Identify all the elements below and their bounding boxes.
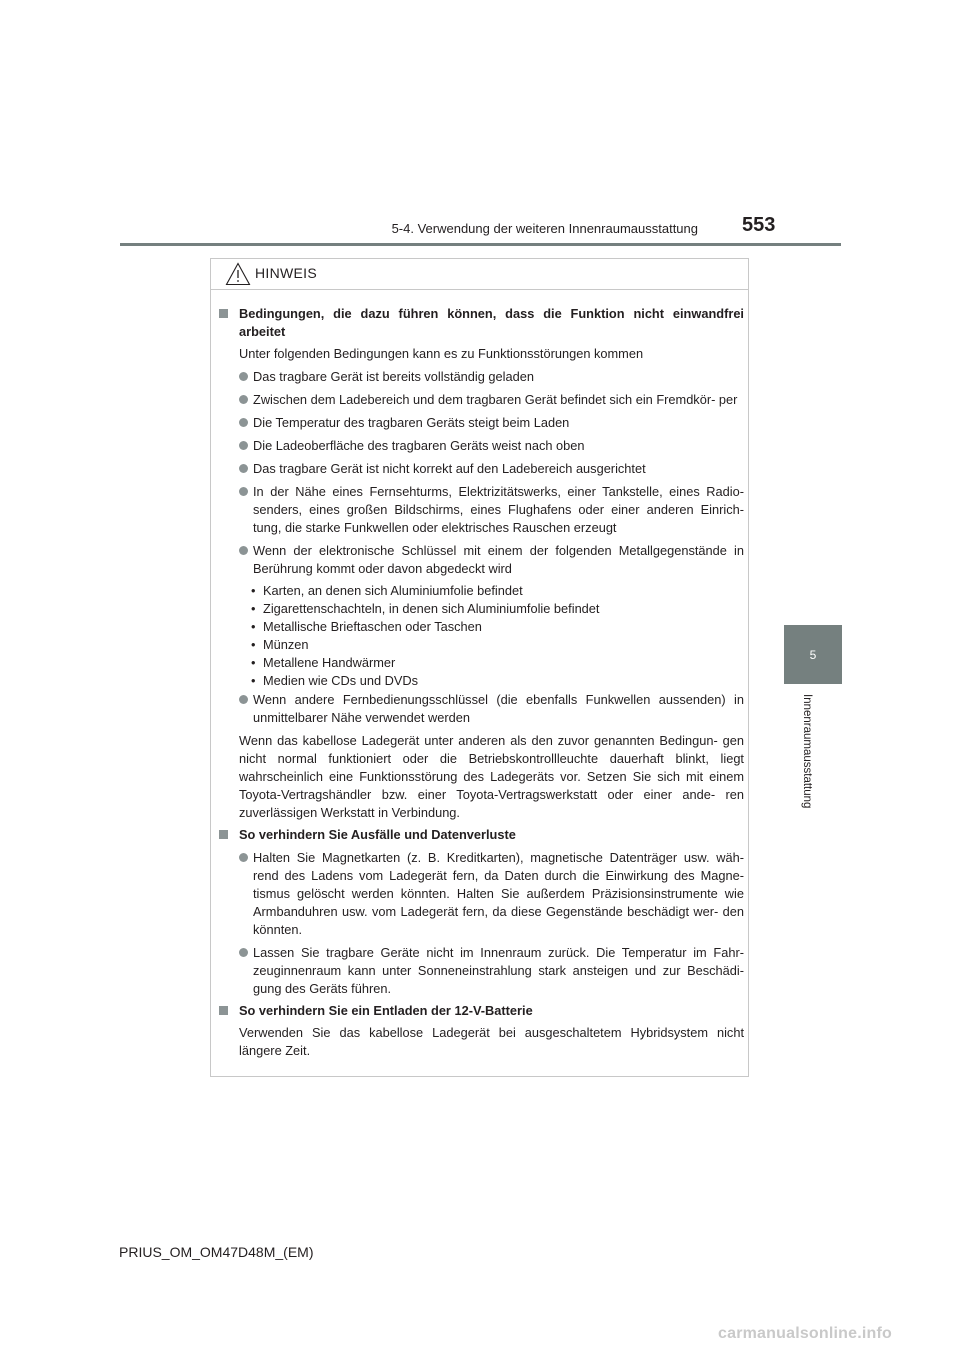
bullet-dot-icon [239, 695, 248, 704]
sub-list [239, 582, 744, 690]
sub-bullet-icon: • [251, 655, 256, 670]
list-item-text: Wenn andere Fernbedienungsschlüssel (die ebenfalls Funkwellen aussenden) in unmittelbarer Nähe verwendet werden [253, 692, 744, 725]
section-closing: Wenn das kabellose Ladegerät unter anderen als den zuvor genannten Bedingun- gen nicht normal funktioniert oder die Betriebskontrollleuchte dauerhaft blinkt, liegt wahrscheinlich eine Funktionsstörung des Ladegeräts vor. Setzen Sie sich mit einem Toyota-Vertragshändler bzw. einer Toyota-Vertragswerkstatt oder einer ande- ren zuverlässigen Werkstatt in Verbindung. [239, 733, 744, 820]
list-item-text: In der Nähe eines Fernsehturms, Elektrizitätswerks, einer Tankstelle, eines Radio- senders, eines großen Bildschirms, eines Flughafens oder einer anderen Einrich- tung, die starke Funkwellen oder elektrisches Rauschen erzeugt [253, 484, 744, 535]
document-code: PRIUS_OM_OM47D48M_(EM) [119, 1244, 314, 1260]
list-item [239, 391, 744, 409]
sub-list-item [239, 582, 744, 600]
note-box [210, 258, 749, 1077]
list-item [239, 414, 744, 432]
sub-list-item [239, 672, 744, 690]
bullet-dot-icon [239, 853, 248, 862]
sub-list-item-text: Metallische Brieftaschen oder Taschen [263, 619, 482, 634]
sub-list-item-text: Karten, an denen sich Aluminiumfolie befindet [263, 583, 523, 598]
sub-list-item-text: Medien wie CDs und DVDs [263, 673, 419, 688]
bullet-dot-icon [239, 948, 248, 957]
list-item-text: Lassen Sie tragbare Geräte nicht im Innenraum zurück. Die Temperatur im Fahr- zeuginnenraum kann unter Sonneneinstrahlung stark ansteigen und zur Beschädi- gung des Geräts führen. [253, 945, 744, 996]
section-marker-icon [219, 830, 228, 839]
note-title: HINWEIS [255, 265, 317, 281]
section-conditions [217, 305, 744, 822]
sub-list-item [239, 618, 744, 636]
section-header: 5-4. Verwendung der weiteren Innenraumausstattung [391, 221, 698, 236]
sub-list-item-text: Zigarettenschachteln, in denen sich Aluminiumfolie befindet [263, 601, 600, 616]
list-item [239, 437, 744, 455]
bullet-dot-icon [239, 395, 248, 404]
section-battery [217, 1002, 744, 1060]
chapter-number: 5 [809, 647, 817, 662]
watermark: carmanualsonline.info [718, 1325, 893, 1342]
note-body [217, 301, 744, 1060]
sub-bullet-icon: • [251, 583, 256, 598]
list-item-text: Halten Sie Magnetkarten (z. B. Kreditkarten), magnetische Datenträger usw. wäh- rend des Ladens vom Ladegerät fern, da Daten durch die Einwirkung des Magne- tismus gelöscht werden könnten. Halten Sie außerdem Präzisionsinstrumente wie Armbanduhren usw. vom Ladegerät fern, da diese Gegenstände beschädigt wer- den könnten. [253, 850, 744, 937]
list-item [239, 944, 744, 998]
list-item-text: Das tragbare Gerät ist nicht korrekt auf den Ladebereich ausgerichtet [253, 461, 646, 476]
sub-bullet-icon: • [251, 673, 256, 688]
section-prevent-data-loss [217, 826, 744, 998]
bullet-dot-icon [239, 418, 248, 427]
bullet-dot-icon [239, 546, 248, 555]
list-item [239, 691, 744, 727]
sub-list-item [239, 654, 744, 672]
page-number: 553 [742, 214, 776, 236]
bullet-dot-icon [239, 464, 248, 473]
sub-list-item [239, 600, 744, 618]
chapter-tab[interactable] [784, 625, 842, 684]
section-intro: Unter folgenden Bedingungen kann es zu Funktionsstörungen kommen [239, 346, 644, 361]
list-item [239, 542, 744, 578]
note-header [211, 259, 748, 290]
list-item-text: Das tragbare Gerät ist bereits vollständig geladen [253, 369, 534, 384]
sub-bullet-icon: • [251, 601, 256, 616]
list-item [239, 460, 744, 478]
list-item-text: Die Temperatur des tragbaren Geräts steigt beim Laden [253, 415, 570, 430]
list-item-text: Zwischen dem Ladebereich und dem tragbaren Gerät befindet sich ein Fremdkör- per [253, 392, 738, 407]
bullet-dot-icon [239, 372, 248, 381]
list-item-text: Die Ladeoberfläche des tragbaren Geräts weist nach oben [253, 438, 585, 453]
warning-triangle-icon [225, 262, 251, 291]
section-heading: So verhindern Sie Ausfälle und Datenverluste [239, 827, 516, 842]
section-heading: So verhindern Sie ein Entladen der 12-V-Batterie [239, 1003, 533, 1018]
sub-bullet-icon: • [251, 619, 256, 634]
section-marker-icon [219, 309, 228, 318]
list-item-text: Wenn der elektronische Schlüssel mit einem der folgenden Metallgegenstände in Berührung kommt oder davon abgedeckt wird [253, 543, 744, 576]
sub-list-item [239, 636, 744, 654]
sub-list-item-text: Münzen [263, 637, 309, 652]
list-item [239, 483, 744, 537]
list-item [239, 368, 744, 386]
bullet-dot-icon [239, 487, 248, 496]
section-body: Verwenden Sie das kabellose Ladegerät bei ausgeschaltetem Hybridsystem nicht längere Zeit. [239, 1025, 744, 1058]
bullet-dot-icon [239, 441, 248, 450]
chapter-label: Innenraumausstattung [801, 694, 813, 809]
section-marker-icon [219, 1006, 228, 1015]
sub-list-item-text: Metallene Handwärmer [263, 655, 396, 670]
sub-bullet-icon: • [251, 637, 256, 652]
section-heading: Bedingungen, die dazu führen können, dass die Funktion nicht einwandfrei arbeitet [239, 306, 744, 339]
list-item [239, 849, 744, 939]
header-rule [120, 243, 841, 246]
